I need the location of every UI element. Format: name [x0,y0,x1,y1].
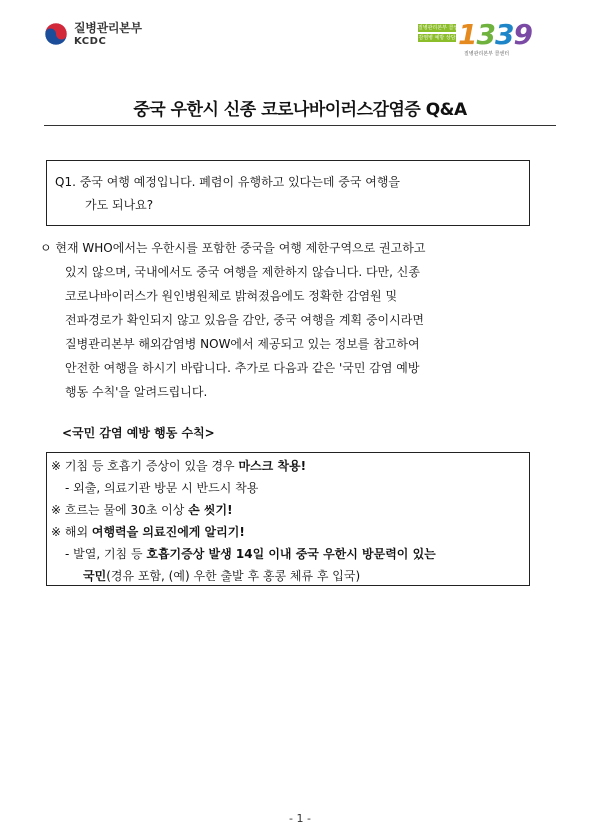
answer-line: 있지 않으며, 국내에서도 중국 여행을 제한하지 않습니다. 다만, 신종 [65,265,420,279]
hotline-subtitle: 질병관리본부 콜센터 [464,51,510,57]
hotline-digit: 1 [458,18,477,51]
rule-travel-detail-2 [51,565,521,587]
org-name-en: KCDC [74,35,107,47]
answer-line: 질병관리본부 해외감염병 NOW에서 제공되고 있는 정보를 참고하여 [65,337,420,351]
question-line-1: Q1. 중국 여행 예정입니다. 폐렴이 유행하고 있다는데 중국 여행을 [55,175,401,189]
hotline-digit: 3 [476,18,495,51]
rule-handwash-text: ※ 흐르는 물에 30초 이상 [51,503,189,517]
rule-handwash-emphasis: 손 씻기! [188,503,233,517]
rules-box [46,452,530,586]
rule-travel-text: ※ 해외 [51,525,92,539]
rule-travel-detail-1 [51,543,521,565]
answer-line: ㅇ 현재 WHO에서는 우한시를 포함한 중국을 여행 제한구역으로 권고하고 [40,241,426,255]
rule-mask [51,455,521,477]
rule-travel-detail-citizen: 국민 [83,569,107,583]
question-box [46,160,530,226]
rule-travel-detail-example: (경유 포함, (예) 우한 출발 후 홍콩 체류 후 입국) [106,569,361,583]
answer-line: 코로나바이러스가 원인병원체로 밝혀졌음에도 정확한 감염원 및 [65,289,398,303]
answer-paragraph [40,236,540,404]
rules-heading: <국민 감염 예방 행동 수칙> [62,426,215,440]
org-name [74,22,142,47]
question-line-2: 가도 되나요? [85,198,154,212]
hotline-number [458,18,532,51]
answer-line: 전파경로가 확인되지 않고 있음을 감안, 중국 여행을 계획 중이시라면 [65,313,424,327]
hotline-tag-1: 질병관리본부 콜센터 [418,25,464,31]
rule-travel-history [51,521,521,543]
org-name-ko: 질병관리본부 [74,21,142,35]
rule-mask-detail: - 외출, 의료기관 방문 시 반드시 착용 [65,481,259,495]
hotline-tag-2: 감염병 예방 상담 [418,35,456,41]
hotline-logo [418,18,532,58]
rule-mask-text: ※ 기침 등 호흡기 증상이 있을 경우 [51,459,239,473]
answer-line: 행동 수칙'을 알려드립니다. [65,385,208,399]
title-divider [44,125,556,126]
rule-travel-emphasis: 여행력을 의료진에게 알리기! [91,525,245,539]
rule-handwash [51,499,521,521]
answer-line: 안전한 여행을 하시기 바랍니다. 추가로 다음과 같은 '국민 감염 예방 [65,361,420,375]
page-title: 중국 우한시 신종 코로나바이러스감염증 Q&A [133,100,467,120]
rule-travel-detail-text: - 발열, 기침 등 [65,547,147,561]
kcdc-logo-icon [44,22,68,46]
rule-mask-emphasis: 마스크 착용! [238,459,307,473]
hotline-digit: 3 [494,18,514,51]
page-header [0,0,600,70]
page-number: - 1 - [289,812,311,825]
hotline-digit: 9 [513,18,532,51]
rule-travel-detail-emphasis: 호흡기증상 발생 14일 이내 중국 우한시 방문력이 있는 [146,547,436,561]
